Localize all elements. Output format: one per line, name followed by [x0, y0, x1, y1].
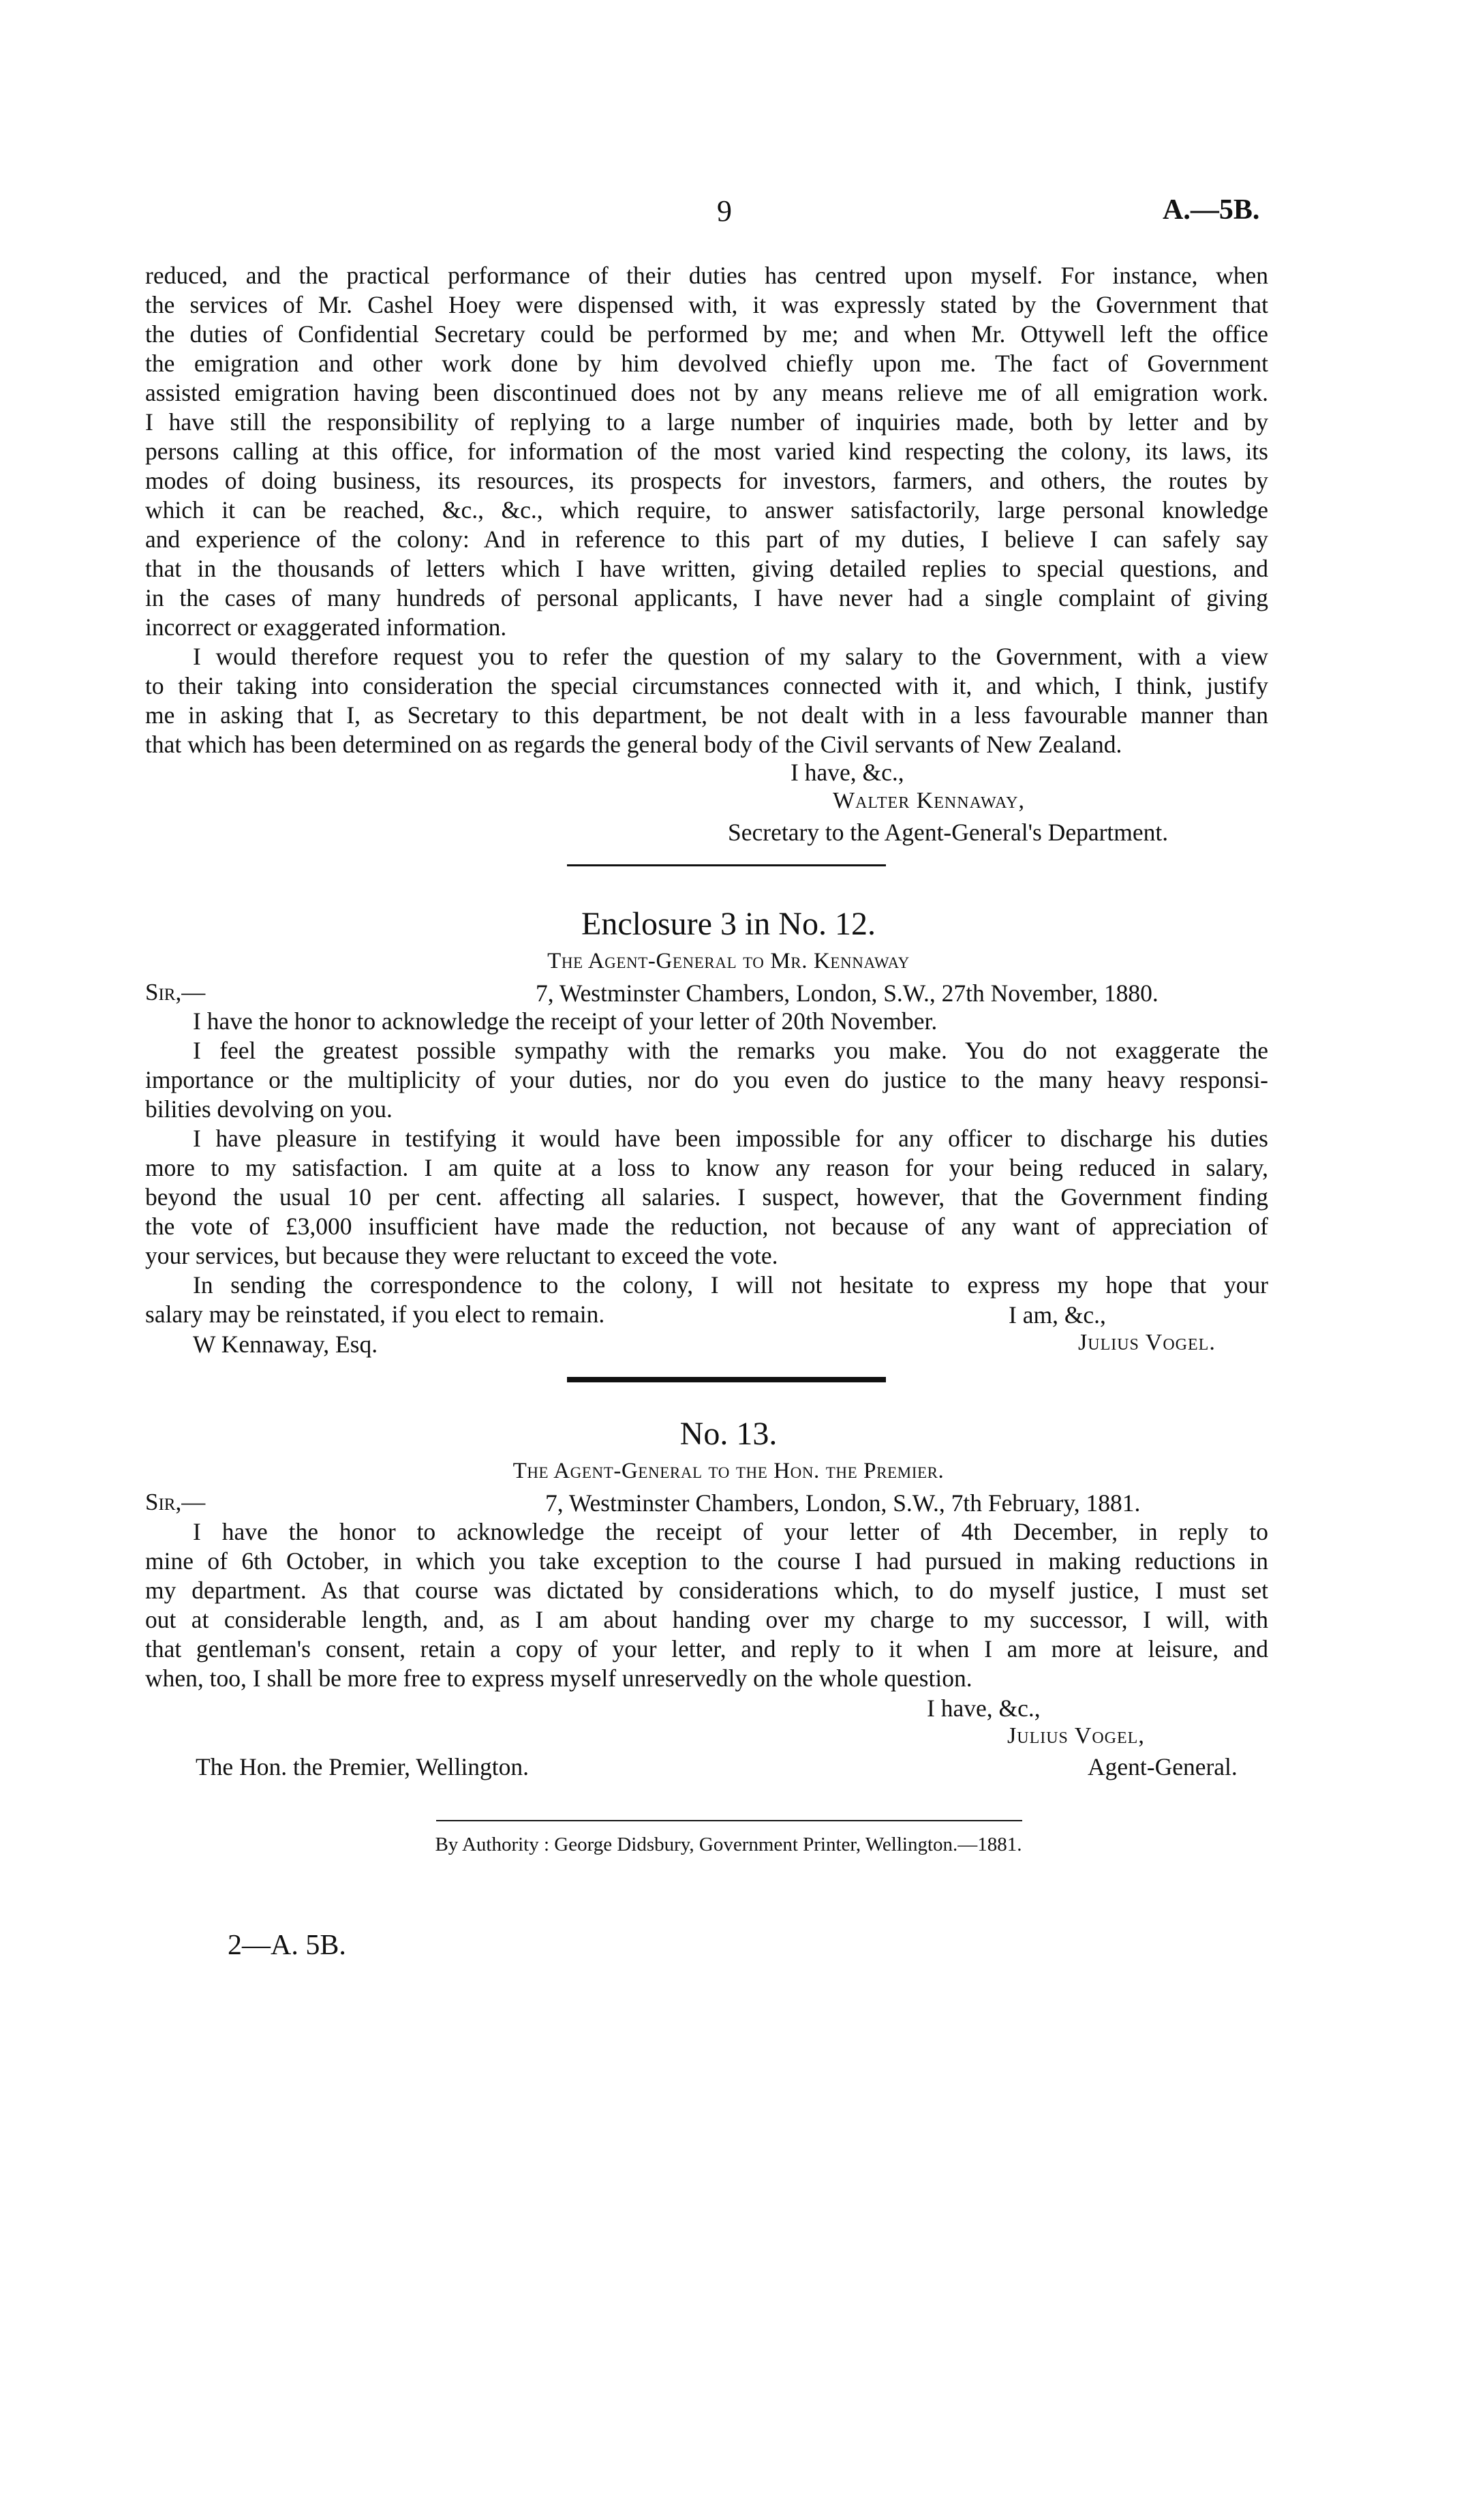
text-line: the services of Mr. Cashel Hoey were dispensed with, it was expressly stated by the Government that [145, 291, 1268, 318]
text-line: incorrect or exaggerated information. [145, 613, 507, 641]
text-line: me in asking that I, as Secretary to this department, be not dealt with in a less favourable manner than [145, 701, 1268, 729]
text-line: I have the honor to acknowledge the receipt of your letter of 20th November. [193, 1007, 938, 1035]
addressee: The Hon. the Premier, Wellington. [196, 1753, 530, 1780]
text-line: I feel the greatest possible sympathy with the remarks you make. You do not exaggerate the [193, 1037, 1268, 1064]
letter-from-to: The Agent-General to the Hon. the Premier. [512, 1459, 945, 1483]
text-line: salary may be reinstated, if you elect to remain. [145, 1301, 605, 1328]
text-line: in the cases of many hundreds of personal applicants, I have never had a single complaint of giving [145, 584, 1268, 611]
letter-from-to: The Agent-General to Mr. Kennaway [547, 949, 910, 973]
text-line: reduced, and the practical performance of their duties has centred upon myself. For instance, when [145, 262, 1268, 289]
closing: I have, &c., [927, 1695, 1041, 1722]
divider [567, 864, 886, 866]
signatory-title: Secretary to the Agent-General's Department. [728, 819, 1169, 846]
closing: I am, &c., [1009, 1301, 1106, 1329]
signatory: Walter Kennaway, [833, 788, 1025, 813]
addressee: W Kennaway, Esq. [193, 1331, 378, 1358]
text-line: your services, but because they were reluctant to exceed the vote. [145, 1242, 778, 1269]
text-line: In sending the correspondence to the colony, I will not hesitate to express my hope that your [193, 1271, 1268, 1299]
text-line: when, too, I shall be more free to express myself unreservedly on the whole question. [145, 1665, 972, 1692]
letter-address: 7, Westminster Chambers, London, S.W., 27th November, 1880. [536, 980, 1159, 1007]
text-line: and experience of the colony: And in reference to this part of my duties, I believe I can safely say [145, 526, 1268, 553]
text-line: I have the honor to acknowledge the receipt of your letter of 4th December, in reply to [193, 1518, 1268, 1545]
text-line: modes of doing business, its resources, its prospects for investors, farmers, and others, the routes by [145, 467, 1268, 494]
text-line: bilities devolving on you. [145, 1095, 393, 1123]
text-line: persons calling at this office, for information of the most varied kind respecting the colony, its laws, its [145, 438, 1268, 465]
letter-address: 7, Westminster Chambers, London, S.W., 7th February, 1881. [545, 1489, 1141, 1517]
printer-imprint: By Authority : George Didsbury, Government Printer, Wellington.—1881. [435, 1834, 1022, 1855]
text-line: that gentleman's consent, retain a copy of your letter, and reply to it when I am more at leisure, and [145, 1635, 1268, 1663]
text-line: more to my satisfaction. I am quite at a loss to know any reason for your being reduced in salary, [145, 1154, 1268, 1181]
closing: I have, &c., [791, 759, 904, 786]
text-line: that which has been determined on as regards the general body of the Civil servants of New Zealand. [145, 731, 1122, 758]
divider [567, 1377, 886, 1382]
salutation: Sir,— [145, 979, 206, 1005]
page-number: 9 [717, 194, 732, 228]
section-heading: Enclosure 3 in No. 12. [581, 906, 876, 942]
divider [436, 1820, 1022, 1821]
salutation: Sir,— [145, 1489, 206, 1515]
text-line: that in the thousands of letters which I have written, giving detailed replies to special questions, and [145, 555, 1268, 582]
text-line: I would therefore request you to refer the question of my salary to the Government, with a view [193, 643, 1268, 670]
text-line: assisted emigration having been discontinued does not by any means relieve me of all emigration work. [145, 379, 1268, 406]
text-line: the vote of £3,000 insufficient have made the reduction, not because of any want of appreciation of [145, 1213, 1268, 1240]
text-line: to their taking into consideration the special circumstances connected with it, and which, I think, justify [145, 672, 1268, 699]
document-reference: A.—5B. [1163, 194, 1260, 226]
text-line: I have still the responsibility of replying to a large number of inquiries made, both by letter and by [145, 408, 1268, 436]
text-line: out at considerable length, and, as I am about handing over my charge to my successor, I will, with [145, 1606, 1268, 1633]
footer-reference: 2—A. 5B. [228, 1930, 346, 1961]
text-line: which it can be reached, &c., &c., which require, to answer satisfactorily, large personal knowledge [145, 496, 1268, 523]
text-line: the duties of Confidential Secretary could be performed by me; and when Mr. Ottywell left the office [145, 320, 1268, 348]
text-line: I have pleasure in testifying it would have been impossible for any officer to discharge his duties [193, 1125, 1268, 1152]
text-line: beyond the usual 10 per cent. affecting all salaries. I suspect, however, that the Government finding [145, 1183, 1268, 1211]
text-line: the emigration and other work done by him devolved chiefly upon me. The fact of Government [145, 350, 1268, 377]
signatory: Julius Vogel. [1078, 1330, 1216, 1355]
text-line: my department. As that course was dictated by considerations which, to do myself justice, I must set [145, 1577, 1268, 1604]
text-line: importance or the multiplicity of your duties, nor do you even do justice to the many heavy responsi- [145, 1066, 1268, 1093]
signatory: Julius Vogel, [1007, 1723, 1145, 1748]
text-line: mine of 6th October, in which you take exception to the course I had pursued in making reductions in [145, 1547, 1268, 1575]
signatory-title: Agent-General. [1088, 1753, 1238, 1780]
section-heading: No. 13. [679, 1416, 778, 1452]
